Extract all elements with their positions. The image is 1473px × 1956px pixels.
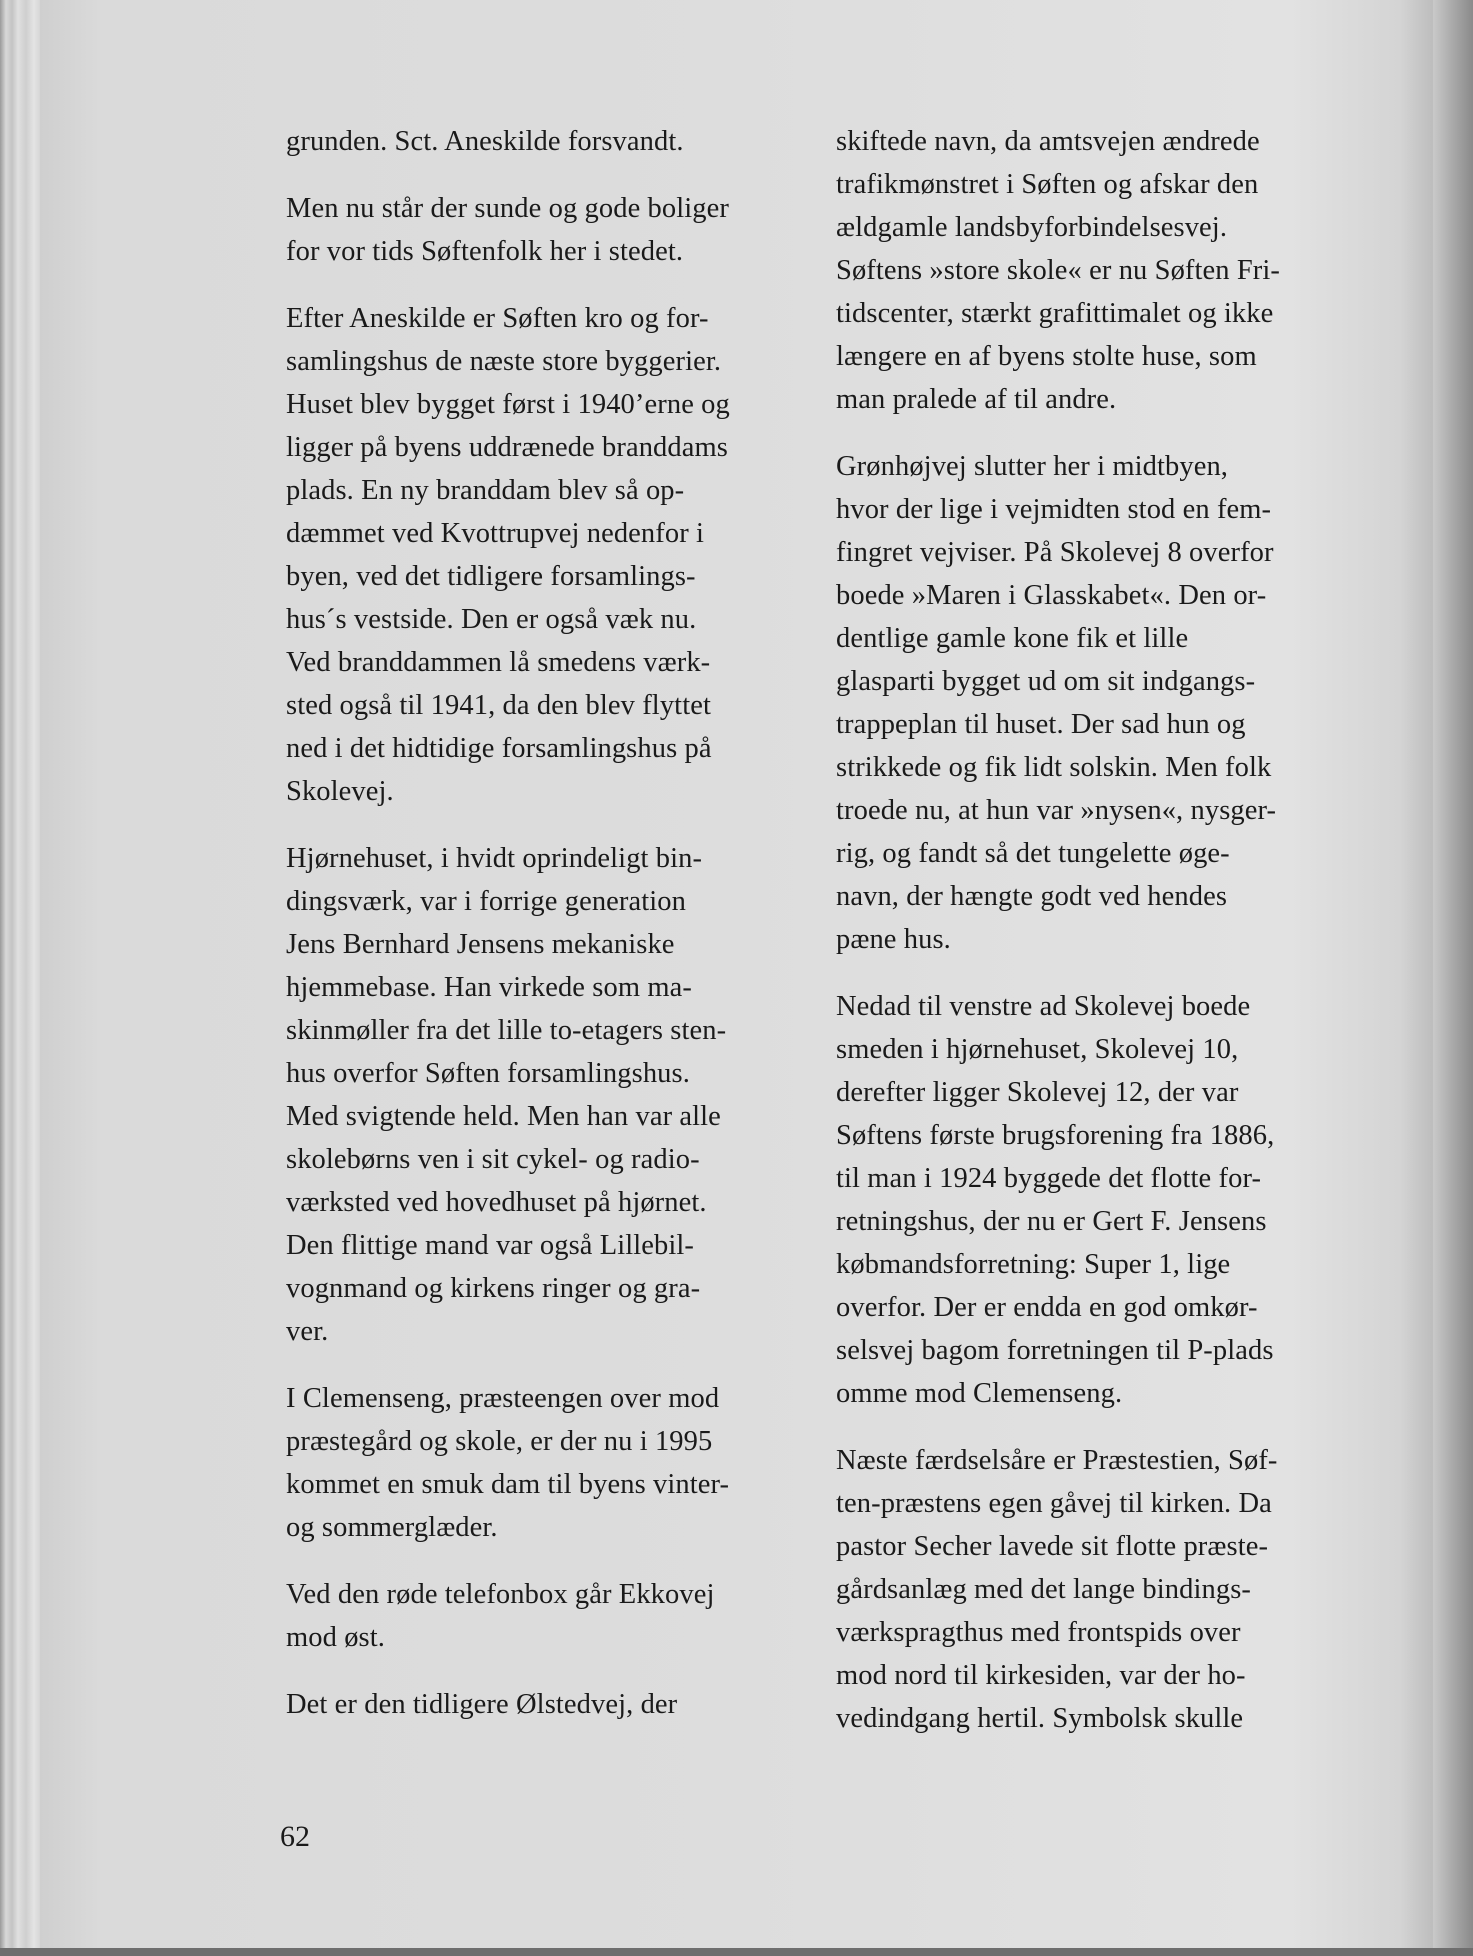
text-line: ned i det hidtidige forsamlingshus på: [286, 733, 712, 764]
text-line: samlingshus de næste store byggerier.: [286, 346, 722, 377]
text-line: ældgamle landsbyforbindelsesvej.: [836, 212, 1228, 243]
text-line: mod øst.: [286, 1622, 385, 1653]
text-line: Ved branddammen lå smedens værk-: [286, 647, 711, 678]
text-line: skolebørns ven i sit cykel- og radio-: [286, 1144, 700, 1175]
paragraph: [286, 120, 806, 163]
text-line: byen, ved det tidligere forsamlings-: [286, 561, 696, 592]
text-line: kommet en smuk dam til byens vinter-: [286, 1469, 730, 1500]
text-line: vedindgang hertil. Symbolsk skulle: [836, 1703, 1244, 1734]
text-line: værkspragthus med frontspids over: [836, 1617, 1241, 1648]
paragraph: [836, 445, 1356, 961]
text-line: sted også til 1941, da den blev flyttet: [286, 690, 711, 721]
text-line: strikkede og fik lidt solskin. Men folk: [836, 752, 1272, 783]
text-line: vognmand og kirkens ringer og gra-: [286, 1273, 701, 1304]
text-line: rig, og fandt så det tungelette øge-: [836, 838, 1230, 869]
text-line: Jens Bernhard Jensens mekaniske: [286, 929, 675, 960]
paragraph: [286, 187, 806, 273]
paragraph: [286, 1377, 806, 1549]
text-line: Hjørnehuset, i hvidt oprindeligt bin-: [286, 843, 703, 874]
text-line: for vor tids Søftenfolk her i stedet.: [286, 236, 684, 267]
text-line: Huset blev bygget først i 1940’erne og: [286, 389, 730, 420]
text-line: Med svigtende held. Men han var alle: [286, 1101, 721, 1132]
page-stack-edge: [0, 0, 40, 1956]
text-line: mod nord til kirkesiden, var der ho-: [836, 1660, 1246, 1691]
paragraph: [286, 297, 806, 813]
paragraph: [286, 1683, 806, 1726]
left-text-column: [286, 120, 806, 1750]
text-line: grunden. Sct. Aneskilde forsvandt.: [286, 126, 684, 157]
text-line: smeden i hjørnehuset, Skolevej 10,: [836, 1034, 1239, 1065]
text-line: og sommerglæder.: [286, 1512, 498, 1543]
text-line: ligger på byens uddrænede branddams: [286, 432, 728, 463]
text-line: til man i 1924 byggede det flotte for-: [836, 1163, 1262, 1194]
paragraph: [836, 985, 1356, 1415]
text-line: plads. En ny branddam blev så op-: [286, 475, 685, 506]
page-number: 62: [280, 1820, 310, 1853]
text-line: hvor der lige i vejmidten stod en fem-: [836, 494, 1272, 525]
binding-shadow: [1433, 0, 1473, 1956]
text-line: dentlige gamle kone fik et lille: [836, 623, 1189, 654]
text-line: man pralede af til andre.: [836, 384, 1117, 415]
text-line: Men nu står der sunde og gode boliger: [286, 193, 729, 224]
text-line: Efter Aneskilde er Søften kro og for-: [286, 303, 709, 334]
paragraph: [286, 1573, 806, 1659]
text-line: boede »Maren i Glasskabet«. Den or-: [836, 580, 1267, 611]
text-line: tidscenter, stærkt grafittimalet og ikke: [836, 298, 1274, 329]
text-line: overfor. Der er endda en god omkør-: [836, 1292, 1258, 1323]
text-line: værksted ved hovedhuset på hjørnet.: [286, 1187, 707, 1218]
text-line: skinmøller fra det lille to-etagers sten-: [286, 1015, 727, 1046]
text-line: Skolevej.: [286, 776, 394, 807]
text-line: dæmmet ved Kvottrupvej nedenfor i: [286, 518, 705, 549]
text-line: hjemmebase. Han virkede som ma-: [286, 972, 692, 1003]
text-line: trappeplan til huset. Der sad hun og: [836, 709, 1246, 740]
text-line: retningshus, der nu er Gert F. Jensens: [836, 1206, 1267, 1237]
text-line: trafikmønstret i Søften og afskar den: [836, 169, 1259, 200]
paragraph: [286, 837, 806, 1353]
bottom-edge: [0, 1948, 1473, 1956]
paragraph: [836, 120, 1356, 421]
text-line: gårdsanlæg med det lange bindings-: [836, 1574, 1251, 1605]
text-line: troede nu, at hun var »nysen«, nysger-: [836, 795, 1277, 826]
right-text-column: [836, 120, 1356, 1764]
text-line: skiftede navn, da amtsvejen ændrede: [836, 126, 1260, 157]
text-line: Det er den tidligere Ølstedvej, der: [286, 1689, 678, 1720]
text-line: hus overfor Søften forsamlingshus.: [286, 1058, 690, 1089]
text-line: omme mod Clemenseng.: [836, 1378, 1123, 1409]
text-line: selsvej bagom forretningen til P-plads: [836, 1335, 1274, 1366]
text-line: ten-præstens egen gåvej til kirken. Da: [836, 1488, 1272, 1519]
text-line: Søftens »store skole« er nu Søften Fri-: [836, 255, 1281, 286]
text-line: Ved den røde telefonbox går Ekkovej: [286, 1579, 715, 1610]
text-line: ver.: [286, 1316, 329, 1347]
text-line: dingsværk, var i forrige generation: [286, 886, 687, 917]
text-line: I Clemenseng, præsteengen over mod: [286, 1383, 720, 1414]
text-line: Næste færdselsåre er Præstestien, Søf-: [836, 1445, 1278, 1476]
text-line: hus´s vestside. Den er også væk nu.: [286, 604, 697, 635]
text-line: præstegård og skole, er der nu i 1995: [286, 1426, 713, 1457]
text-line: pastor Secher lavede sit flotte præste-: [836, 1531, 1269, 1562]
text-line: købmandsforretning: Super 1, lige: [836, 1249, 1231, 1280]
text-line: længere en af byens stolte huse, som: [836, 341, 1257, 372]
text-line: derefter ligger Skolevej 12, der var: [836, 1077, 1239, 1108]
text-line: Den flittige mand var også Lillebil-: [286, 1230, 695, 1261]
text-line: navn, der hængte godt ved hendes: [836, 881, 1228, 912]
text-line: Grønhøjvej slutter her i midtbyen,: [836, 451, 1229, 482]
text-line: glasparti bygget ud om sit indgangs-: [836, 666, 1256, 697]
text-line: fingret vejviser. På Skolevej 8 overfor: [836, 537, 1274, 568]
text-line: pæne hus.: [836, 924, 951, 955]
text-line: Nedad til venstre ad Skolevej boede: [836, 991, 1251, 1022]
text-line: Søftens første brugsforening fra 1886,: [836, 1120, 1275, 1151]
paragraph: [836, 1439, 1356, 1740]
